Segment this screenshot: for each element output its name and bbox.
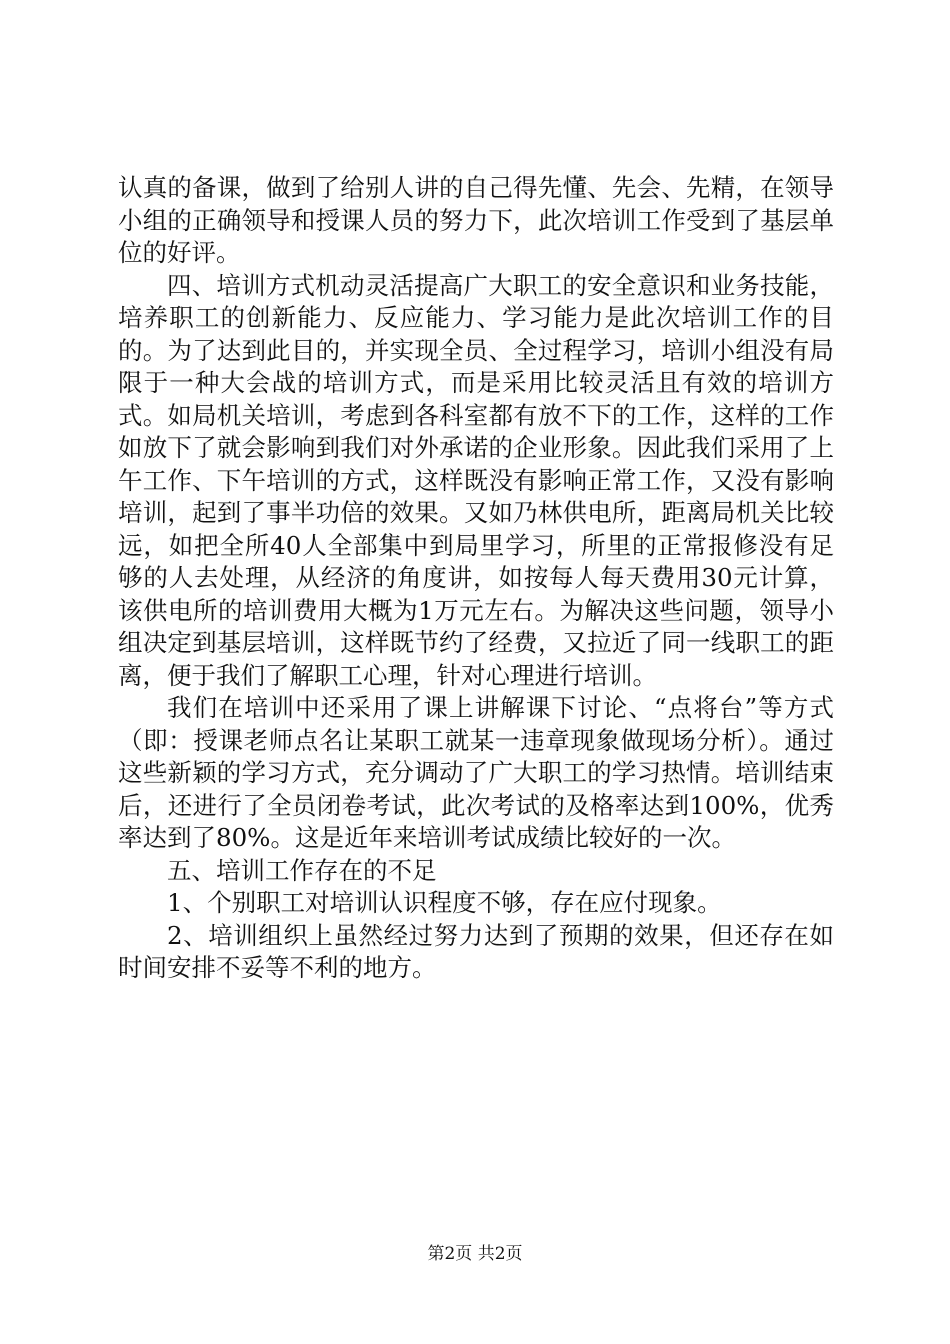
paragraph-section-four: 四、培训方式机动灵活提高广大职工的安全意识和业务技能，培养职工的创新能力、反应能力、学习能力是此次培训工作的目的。为了达到此目的，并实现全员、全过程学习，培训小组没有局限于一种大会战的培训方式，而是采用比较灵活且有效的培训方式。如局机关培训，考虑到各科室都有放不下的工作，这样的工作如放下了就会影响到我们对外承诺的企业形象。因此我们采用了上午工作、下午培训的方式，这样既没有影响正常工作，又没有影响培训，起到了事半功倍的效果。又如乃林供电所，距离局机关比较远，如把全所40人全部集中到局里学习，所里的正常报修没有足够的人去处理，从经济的角度讲，如按每人每天费用30元计算，该供电所的培训费用大概为1万元左右。为解决这些问题，领导小组决定到基层培训，这样既节约了经费，又拉近了同一线职工的距离，便于我们了解职工心理，针对心理进行培训。 [118, 270, 834, 690]
list-item-shortcoming-2: 2、培训组织上虽然经过努力达到了预期的效果，但还存在如时间安排不妥等不利的地方。 [118, 920, 834, 982]
document-body [118, 172, 834, 985]
heading-section-five: 五、培训工作存在的不足 [167, 855, 437, 885]
paragraph-training-methods: 我们在培训中还采用了课上讲解课下讨论、“点将台”等方式（即：授课老师点名让某职工就某一违章现象做现场分析）。通过这些新颖的学习方式，充分调动了广大职工的学习热情。培训结束后，还进行了全员闭卷考试，此次考试的及格率达到100%，优秀率达到了80%。这是近年来培训考试成绩比较好的一次。 [118, 693, 834, 852]
paragraph-continuation: 认真的备课，做到了给别人讲的自己得先懂、先会、先精，在领导小组的正确领导和授课人员的努力下，此次培训工作受到了基层单位的好评。 [118, 173, 834, 267]
page-footer: 第2页 共2页 [427, 1244, 523, 1264]
list-item-shortcoming-1: 1、个别职工对培训认识程度不够，存在应付现象。 [167, 888, 722, 917]
